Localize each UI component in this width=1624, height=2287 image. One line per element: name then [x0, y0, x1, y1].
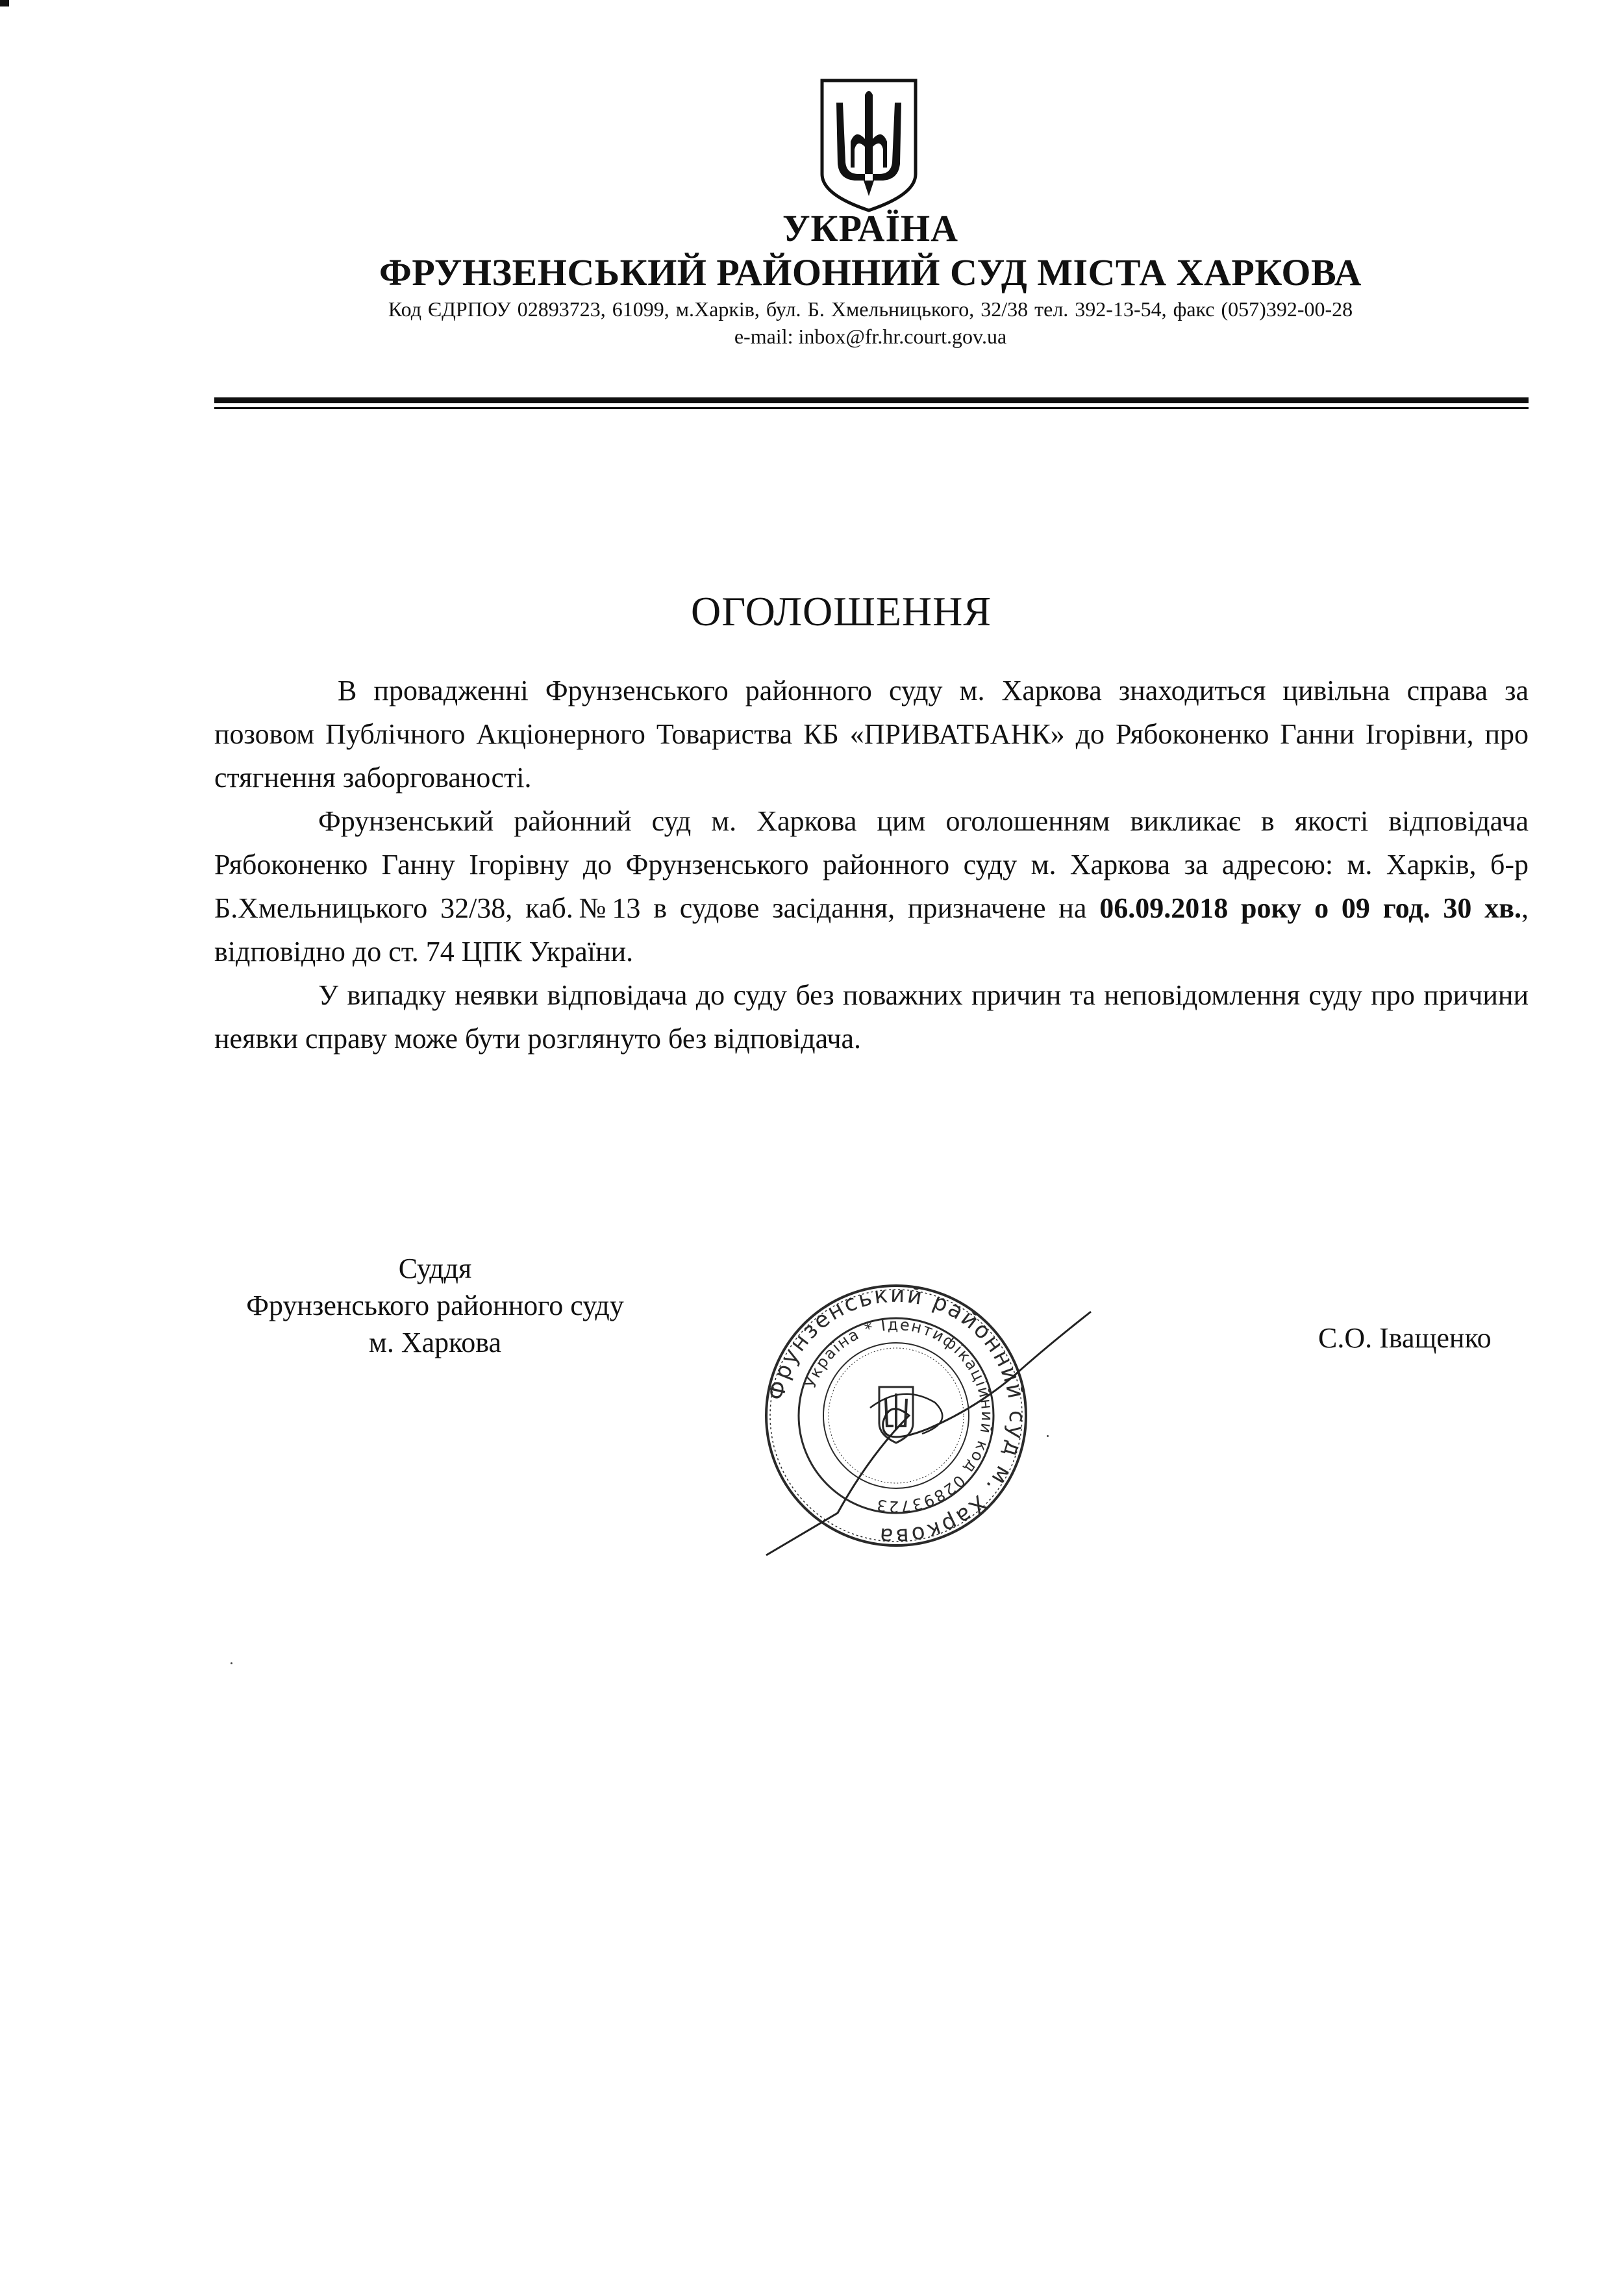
court-email: e-mail: inbox@fr.hr.court.gov.ua [734, 325, 1007, 348]
country-heading: УКРАЇНА [782, 207, 959, 249]
svg-text:Україна * Ідентифікаційний код [801, 1316, 996, 1516]
judge-name: С.О. Іващенко [1318, 1322, 1492, 1354]
signature-position [201, 1250, 669, 1361]
scan-speck [1047, 1435, 1049, 1437]
seal-inner-text: Україна * Ідентифікаційний код 02893723 [801, 1315, 997, 1516]
signature-title: Суддя [398, 1253, 472, 1284]
signature-court: Фрунзенського районного суду [246, 1290, 624, 1321]
hearing-datetime: 06.09.2018 року о 09 год. 30 хв. [1099, 892, 1521, 924]
document-title: ОГОЛОШЕННЯ [690, 588, 992, 634]
seal-outer-text: Фрунзенський районний суд м. Харкова [763, 1281, 1031, 1550]
paragraph-summons [214, 799, 1529, 973]
header-rule-thick [214, 397, 1529, 403]
summons-text: Фрунзенський районний суд м. Харкова цим оголошенням викликає в якості відповідача Рябоконенко Ганну Ігорівну до Фрунзенського районного суду м. Харкова за адресою: м. Харків, б-р Б.Хмельницького 32/38, каб.№13 в судове засідання, призначене на [214, 805, 1529, 924]
court-seal-stamp [740, 1260, 1104, 1584]
announcement-body [214, 669, 1529, 1060]
court-requisites: Код ЄДРПОУ 02893723, 61099, м.Харків, бул. Б. Хмельницького, 32/38 тел. 392-13-54, факс (057)392-00-28 [388, 297, 1353, 321]
signature-city: м. Харкова [368, 1327, 501, 1358]
court-name-heading: ФРУНЗЕНСЬКИЙ РАЙОННИЙ СУД МІСТА ХАРКОВА [379, 251, 1362, 294]
header-rule-thin [214, 407, 1529, 409]
summons-text-end: , відповідно до ст. 74 ЦПК України. [214, 892, 1529, 968]
trident-coat-of-arms-icon [817, 77, 921, 214]
scan-corner-mark [0, 0, 9, 6]
scan-speck [231, 1662, 232, 1664]
paragraph-warning: У випадку неявки відповідача до суду без поважних причин та неповідомлення суду про причини неявки справу може бути розглянуто без відповідача. [214, 979, 1529, 1055]
paragraph-case: В провадженні Фрунзенського районного суду м. Харкова знаходиться цивільна справа за позовом Публічного Акціонерного Товариства КБ «ПРИВАТБАНК» до Рябоконенко Ганни Ігорівни, про стягнення заборгованості. [214, 675, 1529, 794]
